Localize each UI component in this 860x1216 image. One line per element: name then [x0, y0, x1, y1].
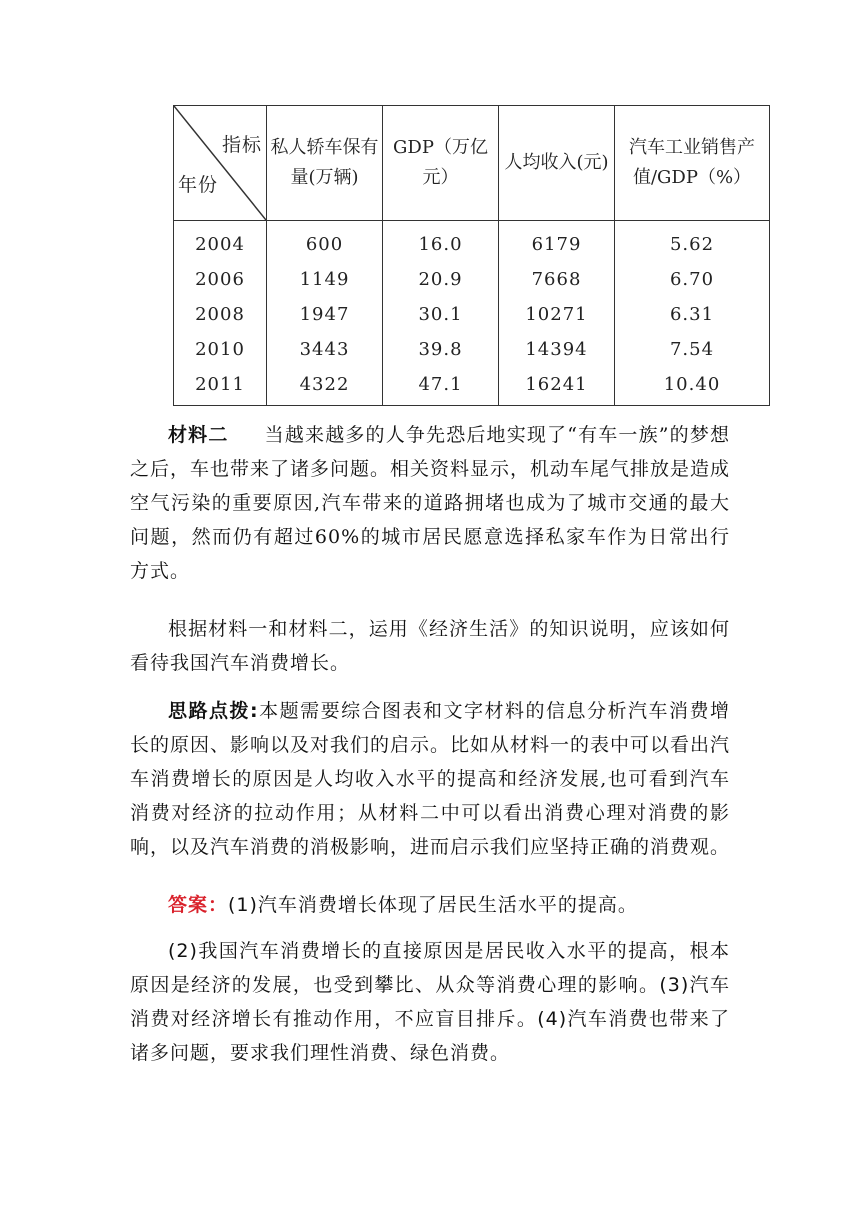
- cell-gdp: 30.1: [383, 297, 499, 332]
- cell-income: 16241: [499, 367, 615, 406]
- corner-top-label: 指标: [221, 134, 262, 156]
- cell-gdp: 20.9: [383, 262, 499, 297]
- cell-ratio: 6.31: [615, 297, 770, 332]
- table-row: [174, 367, 770, 406]
- table-row: [174, 297, 770, 332]
- corner-header-cell: [174, 106, 267, 221]
- table-row: [174, 262, 770, 297]
- answer-paragraph-2: (2)我国汽车消费增长的直接原因是居民收入水平的提高，根本原因是经济的发展，也受到攀比、从众等消费心理的影响。(3)汽车消费对经济增长有推动作用，不应盲目排斥。(4)汽车消费也带来了诸多问题，要求我们理性消费、绿色消费。: [130, 940, 730, 1064]
- cell-gdp: 47.1: [383, 367, 499, 406]
- question-paragraph: 根据材料一和材料二，运用《经济生活》的知识说明，应该如何看待我国汽车消费增长。: [130, 618, 730, 674]
- data-table: [173, 105, 770, 406]
- header-gdp: GDP（万亿元）: [383, 106, 499, 221]
- table-row: [174, 221, 770, 263]
- material-two-paragraph: [130, 418, 730, 588]
- hint-paragraph: [130, 694, 730, 864]
- cell-cars: 600: [267, 221, 383, 263]
- answer-paragraph-1: [130, 888, 730, 922]
- header-auto-ratio: 汽车工业销售产值/GDP（%）: [615, 106, 770, 221]
- answer-text-1: (1)汽车消费增长体现了居民生活水平的提高。: [228, 894, 638, 916]
- cell-ratio: 7.54: [615, 332, 770, 367]
- cell-income: 14394: [499, 332, 615, 367]
- material-two-text: 当越来越多的人争先恐后地实现了“有车一族”的梦想之后，车也带来了诸多问题。相关资料显示，机动车尾气排放是造成空气污染的重要原因,汽车带来的道路拥堵也成为了城市交通的最大问题，然而仍有超过60%的城市居民愿意选择私家车作为日常出行方式。: [130, 424, 731, 582]
- diagonal-line: [174, 106, 266, 220]
- cell-year: 2008: [174, 297, 267, 332]
- cell-year: 2004: [174, 221, 267, 263]
- cell-ratio: 5.62: [615, 221, 770, 263]
- hint-label: 思路点拨:: [168, 700, 259, 722]
- cell-ratio: 10.40: [615, 367, 770, 406]
- cell-year: 2006: [174, 262, 267, 297]
- corner-bottom-label: 年份: [178, 174, 219, 196]
- cell-year: 2010: [174, 332, 267, 367]
- cell-cars: 1149: [267, 262, 383, 297]
- hint-text: 本题需要综合图表和文字材料的信息分析汽车消费增长的原因、影响以及对我们的启示。比如从材料一的表中可以看出汽车消费增长的原因是人均收入水平的提高和经济发展,也可看到汽车消费对经济的拉动作用；从材料二中可以看出消费心理对消费的影响，以及汽车消费的消极影响，进而启示我们应坚持正确的消费观。: [130, 700, 731, 858]
- header-income: 人均收入(元): [499, 106, 615, 221]
- cell-ratio: 6.70: [615, 262, 770, 297]
- cell-cars: 1947: [267, 297, 383, 332]
- cell-income: 7668: [499, 262, 615, 297]
- table-header-row: [174, 106, 770, 221]
- cell-year: 2011: [174, 367, 267, 406]
- cell-cars: 3443: [267, 332, 383, 367]
- cell-income: 6179: [499, 221, 615, 263]
- answer-label: 答案：: [168, 894, 229, 916]
- cell-income: 10271: [499, 297, 615, 332]
- cell-gdp: 16.0: [383, 221, 499, 263]
- cell-gdp: 39.8: [383, 332, 499, 367]
- material-two-label: 材料二: [168, 424, 229, 446]
- cell-cars: 4322: [267, 367, 383, 406]
- header-cars: 私人轿车保有量(万辆): [267, 106, 383, 221]
- table-row: [174, 332, 770, 367]
